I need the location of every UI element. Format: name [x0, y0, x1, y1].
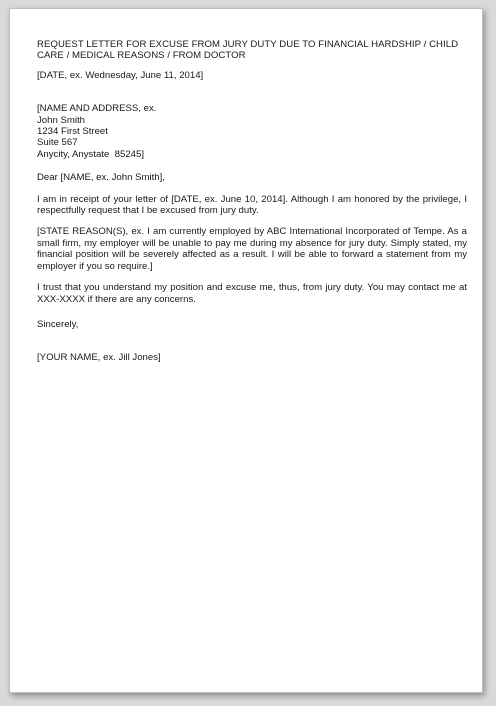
closing: Sincerely,: [37, 318, 79, 330]
salutation: Dear [NAME, ex. John Smith],: [37, 172, 165, 184]
address-line: Suite 567: [37, 137, 78, 149]
letter-body: [37, 39, 467, 364]
paragraph-conclusion: I trust that you understand my position and excuse me, thus, from jury duty. You may contact me at XXX-XXXX if there are any concerns.: [37, 282, 467, 305]
letter-date: [DATE, ex. Wednesday, June 11, 2014]: [37, 69, 204, 81]
letter-title: REQUEST LETTER FOR EXCUSE FROM JURY DUTY DUE TO FINANCIAL HARDSHIP / CHILD CARE / MEDICAL REASONS / FROM DOCTOR: [37, 39, 459, 62]
address-line: 1234 First Street: [37, 126, 108, 138]
letter-page: [9, 8, 483, 693]
signature: [YOUR NAME, ex. Jill Jones]: [37, 352, 161, 364]
address-line: [NAME AND ADDRESS, ex.: [37, 103, 157, 115]
paragraph-reason: [STATE REASON(S), ex. I am currently employed by ABC International Incorporated of Tempe. As a small firm, my employer will be unable to pay me during my absence for jury duty. Simply stated, my financial position will be severely affected as a result. I will be able to forward a statement from my employer if you so require.]: [37, 226, 467, 272]
address-line: John Smith: [37, 114, 85, 126]
address-line: Anycity, Anystate 85245]: [37, 148, 145, 160]
recipient-address: [37, 103, 467, 160]
paragraph-receipt: I am in receipt of your letter of [DATE, ex. June 10, 2014]. Although I am honored by the privilege, I respectfully request that I be excused from jury duty.: [37, 193, 467, 217]
